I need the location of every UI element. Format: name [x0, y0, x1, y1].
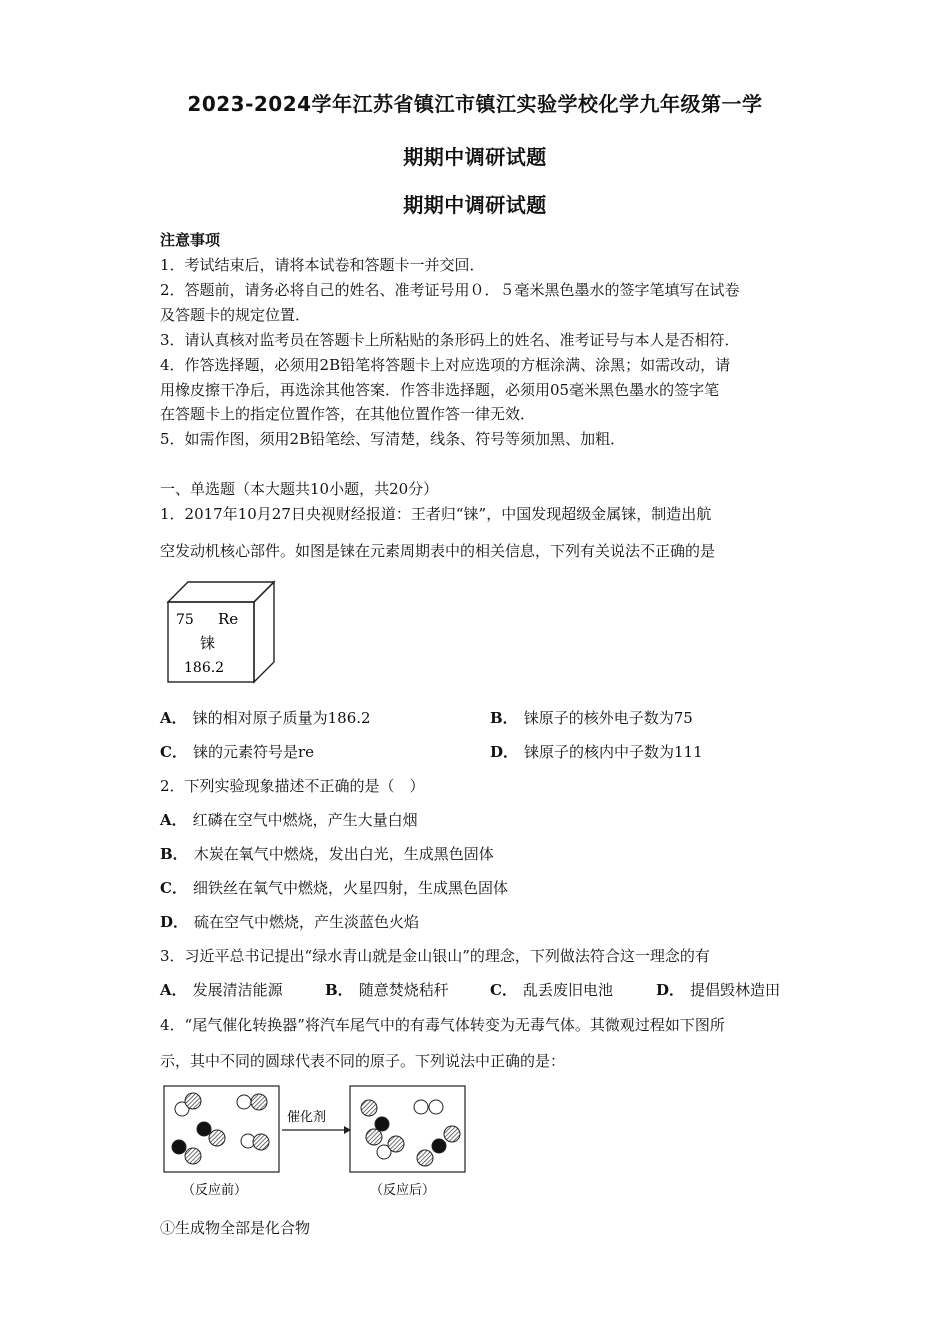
q2-option-a[interactable] — [160, 809, 418, 830]
notice-line: 3．请认真核对监考员在答题卡上所粘贴的条形码上的姓名、准考证号与本人是否相符． — [160, 331, 740, 349]
element-card-figure — [162, 578, 282, 684]
q2-option-b[interactable] — [160, 843, 494, 864]
notice-line: 5．如需作图，须用2B铅笔绘、写清楚，线条、符号等须加黑、加粗． — [160, 430, 626, 448]
q2-stem: 2．下列实验现象描述不正确的是（ ） — [160, 777, 425, 795]
exam-title-line-3: 期期中调研试题 — [403, 193, 547, 217]
notice-heading: 注意事项 — [160, 231, 221, 249]
option-letter: C． — [490, 981, 517, 999]
exam-title-line-2: 期期中调研试题 — [403, 145, 547, 169]
atom-black — [375, 1117, 389, 1131]
q3-option-a[interactable] — [160, 979, 283, 1000]
option-text: 乱丢废旧电池 — [522, 981, 613, 999]
after-label: （反应后） — [370, 1183, 436, 1198]
option-letter: A． — [160, 981, 187, 999]
element-atomic-number: 75 — [176, 612, 194, 628]
option-text: 铼原子的核内中子数为111 — [524, 743, 703, 761]
option-letter: B． — [490, 709, 518, 727]
notice-line: 1．考试结束后，请将本试卷和答题卡一并交回． — [160, 256, 485, 274]
q1-option-b[interactable] — [490, 707, 693, 728]
before-label: （反应前） — [182, 1183, 248, 1198]
q1-option-d[interactable] — [490, 741, 703, 762]
atom-white — [414, 1100, 428, 1114]
q3-option-c[interactable] — [490, 979, 613, 1000]
option-text: 硫在空气中燃烧，产生淡蓝色火焰 — [194, 913, 420, 931]
notice-line: 用橡皮擦干净后，再选涂其他答案．作答非选择题，必须用05毫米黑色墨水的签字笔 — [160, 381, 720, 399]
notice-line: 4．作答选择题，必须用2B铅笔将答题卡上对应选项的方框涂满、涂黑；如需改动，请 — [160, 356, 731, 374]
option-text: 发展清洁能源 — [192, 981, 283, 999]
element-name: 铼 — [200, 634, 216, 652]
option-letter: B． — [325, 981, 353, 999]
notice-line: 在答题卡上的指定位置作答，在其他位置作答一律无效． — [160, 405, 536, 423]
q1-stem-line-2: 空发动机核心部件。如图是铼在元素周期表中的相关信息，下列有关说法不正确的是 — [160, 542, 716, 560]
q2-option-d[interactable] — [160, 911, 419, 932]
element-symbol: Re — [218, 610, 239, 628]
atom-hatched — [388, 1136, 404, 1152]
q4-stem-line-1: 4．“尾气催化转换器”将汽车尾气中的有毒气体转变为无毒气体。其微观过程如下图所 — [160, 1016, 725, 1034]
option-text: 铼的相对原子质量为186.2 — [192, 709, 371, 727]
q1-option-a[interactable] — [160, 707, 371, 728]
atom-hatched — [361, 1100, 377, 1116]
option-text: 木炭在氧气中燃烧，发出白光，生成黑色固体 — [193, 845, 494, 863]
q4-stem-line-2: 示，其中不同的圆球代表不同的原子。下列说法中正确的是： — [160, 1052, 566, 1070]
option-letter: B． — [160, 845, 188, 863]
q1-stem-line-1: 1．2017年10月27日央视财经报道：王者归“铼”，中国发现超级金属铼，制造出航 — [160, 505, 712, 523]
option-letter: A． — [160, 709, 187, 727]
option-letter: A． — [160, 811, 187, 829]
atom-hatched — [209, 1130, 225, 1146]
atom-white — [429, 1100, 443, 1114]
option-letter: D． — [490, 743, 519, 761]
atom-hatched — [253, 1134, 269, 1150]
option-text: 随意焚烧秸秆 — [358, 981, 449, 999]
option-letter: D． — [656, 981, 685, 999]
option-text: 提倡毁林造田 — [690, 981, 781, 999]
atom-black — [172, 1140, 186, 1154]
atom-hatched — [417, 1150, 433, 1166]
exam-title-line-1: 2023-2024学年江苏省镇江市镇江实验学校化学九年级第一学 — [187, 92, 763, 116]
notice-line: 及答题卡的规定位置． — [160, 306, 311, 324]
atom-hatched — [366, 1129, 382, 1145]
notice-line: 2．答题前，请务必将自己的姓名、准考证号用０．５毫米黑色墨水的签字笔填写在试卷 — [160, 281, 740, 299]
q4-statement-1: ①生成物全部是化合物 — [160, 1219, 311, 1237]
atom-hatched — [185, 1093, 201, 1109]
option-letter: C． — [160, 743, 187, 761]
option-text: 红磷在空气中燃烧，产生大量白烟 — [192, 811, 418, 829]
atom-hatched — [251, 1094, 267, 1110]
atom-black — [432, 1139, 446, 1153]
reaction-diagram — [160, 1082, 472, 1202]
q3-stem: 3．习近平总书记提出“绿水青山就是金山银山”的理念，下列做法符合这一理念的有 — [160, 947, 710, 965]
catalyst-label: 催化剂 — [287, 1110, 327, 1125]
atom-black — [197, 1122, 211, 1136]
q3-option-d[interactable] — [656, 979, 780, 1000]
atom-hatched — [185, 1148, 201, 1164]
q2-option-c[interactable] — [160, 877, 508, 898]
q3-option-b[interactable] — [325, 979, 449, 1000]
option-text: 铼的元素符号是re — [192, 743, 315, 761]
option-text: 细铁丝在氧气中燃烧，火星四射，生成黑色固体 — [192, 879, 508, 897]
section-heading: 一、单选题（本大题共10小题，共20分） — [160, 480, 439, 498]
option-text: 铼原子的核外电子数为75 — [523, 709, 693, 727]
option-letter: C． — [160, 879, 187, 897]
q1-option-c[interactable] — [160, 741, 314, 762]
atom-hatched — [444, 1126, 460, 1142]
atom-white — [237, 1095, 251, 1109]
element-atomic-mass: 186.2 — [184, 660, 225, 676]
option-letter: D． — [160, 913, 189, 931]
